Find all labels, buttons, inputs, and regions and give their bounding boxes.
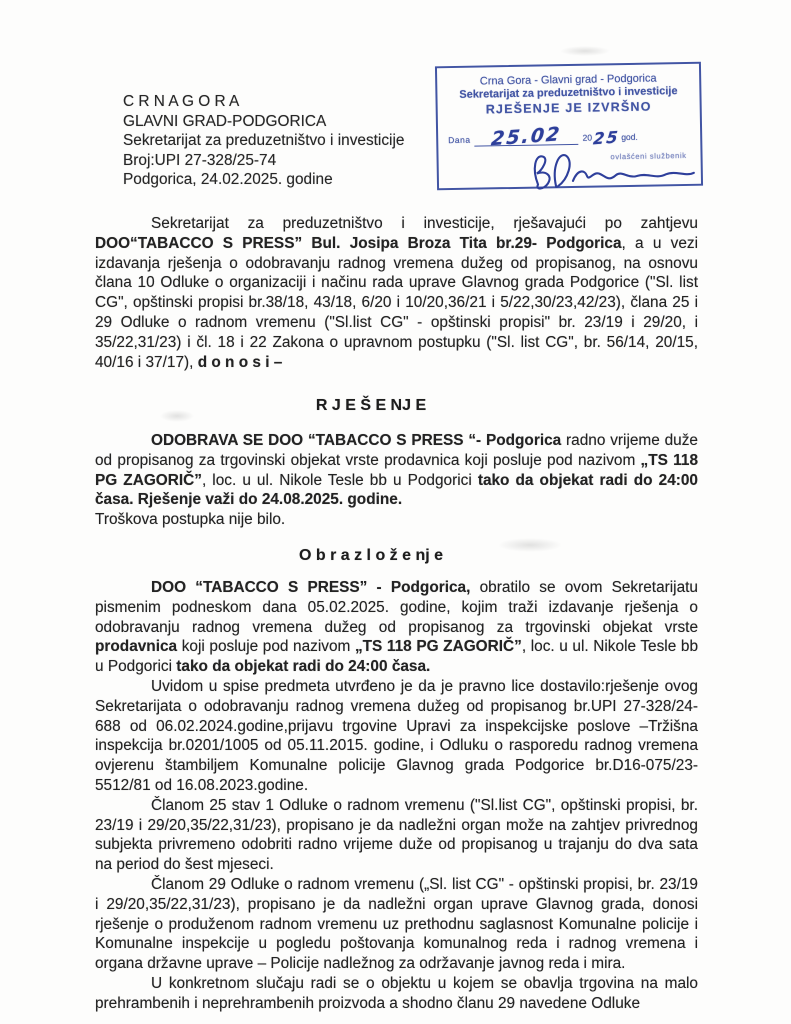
rationale-paragraph-4: Članom 29 Odluke o radnom vremenu („Sl. list CG" - opštinski propisi, br. 23/19 i 29/20,35/22,31/23), propisano je da nadležni organ uprave Glavnog grada, donosi rješenje o produženom radnom vremenu uz prethodnu saglasnost Komunalne policije i Komunalne inspekcije u pogledu poštovanja komunalnog reda i radnog vremena i organa državne uprave – Policije nadležnog za održavanje javnog reda i mira.	[95, 875, 698, 973]
scan-artifact	[498, 538, 562, 552]
costs-line: Troškova postupka nije bilo.	[95, 511, 286, 529]
sender-place-date: Podgorica, 24.02.2025. godine	[123, 171, 333, 189]
stamp-date-line	[474, 123, 578, 151]
stamp-executive-line: RJEŠENJE JE IZVRŠNO	[485, 99, 652, 117]
rationale-paragraph-2: Uvidom u spise predmeta utvrđeno je da je pravno lice dostavilo:rješenje ovog Sekretarijata o odobravanju radnog vremena dužeg od propisanog br.UPI 27-328/24-688 od 06.02.2024.godine,prijavu trgovine Upravi za inspekcijske poslove –Tržišna inspekcija br.0201/1005 od 05.11.2015. godine, i Odluku o rasporedu radnog vremena ovjerenu štambiljem Komunalne policije Glavnog grada Podgorice br.D16-075/23-5512/81 od 16.08.2023.godine.	[95, 677, 698, 794]
executive-stamp	[435, 62, 703, 191]
stamp-year-suffix: god.	[621, 131, 638, 143]
stamp-department-line: Sekretarijat za preduzetništvo i investicije	[459, 85, 678, 101]
decision-heading: R J E Š E NJ E	[315, 397, 427, 414]
scan-artifact	[160, 410, 194, 422]
stamp-date-row	[448, 123, 638, 151]
stamp-year-prefix: 20	[582, 132, 593, 143]
rationale-paragraph-3: Članom 25 stav 1 Odluke o radnom vremenu ("Sl.list CG", opštinski propisi, br. 23/19 i 29/20,35/22,31/23), propisano je da nadležni organ može na zahtjev privrednog subjekta privremeno odobriti radno vrijeme duže od propisanog u trajanju do dva sata na period do šest mjeseci.	[95, 796, 698, 874]
signature-scribble	[526, 144, 697, 193]
stamp-authority-line: Crna Gora - Glavni grad - Podgorica	[479, 72, 657, 88]
rationale-paragraph-1: DOO “TABACCO S PRESS” - Podgorica, obratilo se ovom Sekretarijatu pismenim podneskom dana 05.02.2025. godine, kojim traži izdavanje rješenja o odobravanju radnog vremena dužeg od propisanog za trgovinski objekat vrste prodavnica koji posluje pod nazivom „TS 118 PG ZAGORIČ”, loc. u ul. Nikole Tesle bb u Podgorici tako da objekat radi do 24:00 časa.	[95, 579, 699, 676]
stamp-date-label: Dana	[448, 134, 471, 146]
operative-block	[95, 431, 698, 530]
rationale-block	[95, 578, 698, 1014]
sender-country: C R N A G O R A	[123, 93, 240, 110]
sender-city: GLAVNI GRAD-PODGORICA	[123, 112, 327, 130]
rationale-heading: O b r a z l o ž e nj e	[298, 547, 444, 564]
handwritten-date: 25.02	[490, 123, 563, 151]
operative-paragraph: ODOBRAVA SE DOO “TABACCO S PRESS “- Podgorica radno vrijeme duže od propisanog za trgovinski objekat vrste prodavnica koji posluje pod nazivom „TS 118 PG ZAGORIČ”, loc. u ul. Nikole Tesle bb u Podgorici tako da objekat radi do 24:00 časa. Rješenje važi do 24.08.2025. godine.	[95, 432, 698, 509]
scan-artifact	[560, 46, 610, 56]
sender-department: Sekretarijat za preduzetništvo i investicije	[123, 132, 405, 150]
sender-block	[123, 92, 404, 190]
rationale-paragraph-5: U konkretnom slučaju radi se o objektu u kojem se obavlja trgovina na malo prehrambenih i neprehrambenih proizvoda a shodno članu 29 navedene Odluke	[95, 974, 698, 1012]
intro-paragraph: Sekretarijat za preduzetništvo i investicije, rješavajući po zahtjevu DOO“TABACCO S PRESS” Bul. Josipa Broza Tita br.29- Podgorica, a u vezi izdavanja rješenja o odobravanju radnog vremena dužeg od propisanog, na osnovu člana 10 Odluke o organizaciji i načinu rada uprave Glavnog grada Podgorice ("Sl. list CG", opštinski propisi br.38/18, 43/18, 6/20 i 10/20,36/21 i 5/22,30/23,42/23), člana 25 i 29 Odluke o radnom vremenu ("Sl.list CG" - opštinski propisi" br. 23/19 i 29/20, i 35/22,31/23) i čl. 18 i 22 Zakona o upravnom postupku ("Sl. list CG", br. 56/14, 20/15, 40/16 i 37/17), d o n o s i –	[95, 215, 699, 371]
sender-case-number: Broj:UPI 27-328/25-74	[123, 151, 277, 169]
handwritten-year: 25	[592, 127, 621, 149]
stamp-officer-label: ovlašćeni službenik	[610, 150, 687, 162]
